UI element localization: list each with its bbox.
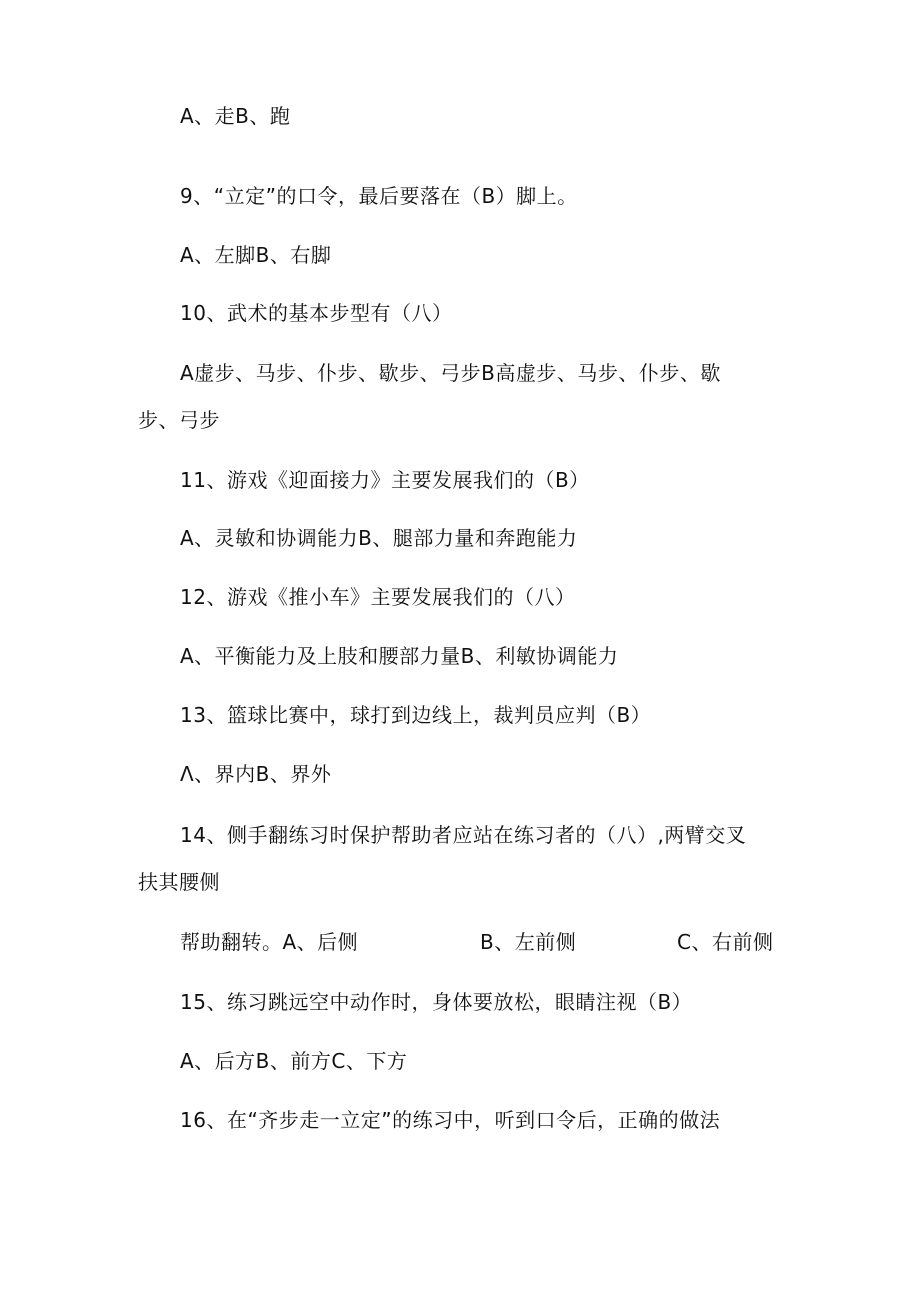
q12-options: A、平衡能力及上肢和腰部力量B、利敏协调能力 (180, 644, 619, 668)
q10-options: A虚步、马步、仆步、歇步、弓步B高虚步、马步、仆步、歇 (180, 361, 721, 385)
q14-option-c: C、右前侧 (677, 930, 774, 954)
q11-question: 11、游戏《迎面接力》主要发展我们的（B） (180, 468, 590, 492)
q14-question-cont: 扶其腰侧 (138, 870, 220, 894)
q10-options-cont: 步、弓步 (138, 408, 220, 432)
q11-options: A、灵敏和协调能力B、腿部力量和奔跑能力 (180, 526, 578, 550)
q9-question: 9、“立定”的口令，最后要落在（B）脚上。 (180, 184, 578, 208)
q14-option-b: B、左前侧 (480, 930, 577, 954)
q9-options: A、左脚B、右脚 (180, 243, 332, 267)
q10-question: 10、武术的基本步型有（八） (180, 301, 453, 325)
q16-question: 16、在“齐步走一立定”的练习中，听到口令后，正确的做法 (180, 1108, 721, 1132)
q14-question: 14、侧手翻练习时保护帮助者应站在练习者的（八）,两臂交叉 (180, 823, 747, 847)
q15-question: 15、练习跳远空中动作时，身体要放松，眼睛注视（B） (180, 990, 693, 1014)
q8-options: A、走B、跑 (180, 104, 291, 128)
q13-options: Λ、界内B、界外 (180, 762, 332, 786)
q14-option-a: 帮助翻转。A、后侧 (180, 930, 359, 954)
q12-question: 12、游戏《推小车》主要发展我们的（八） (180, 585, 576, 609)
q15-options: A、后方B、前方C、下方 (180, 1049, 408, 1073)
q13-question: 13、篮球比赛中，球打到边线上，裁判员应判（B） (180, 703, 652, 727)
